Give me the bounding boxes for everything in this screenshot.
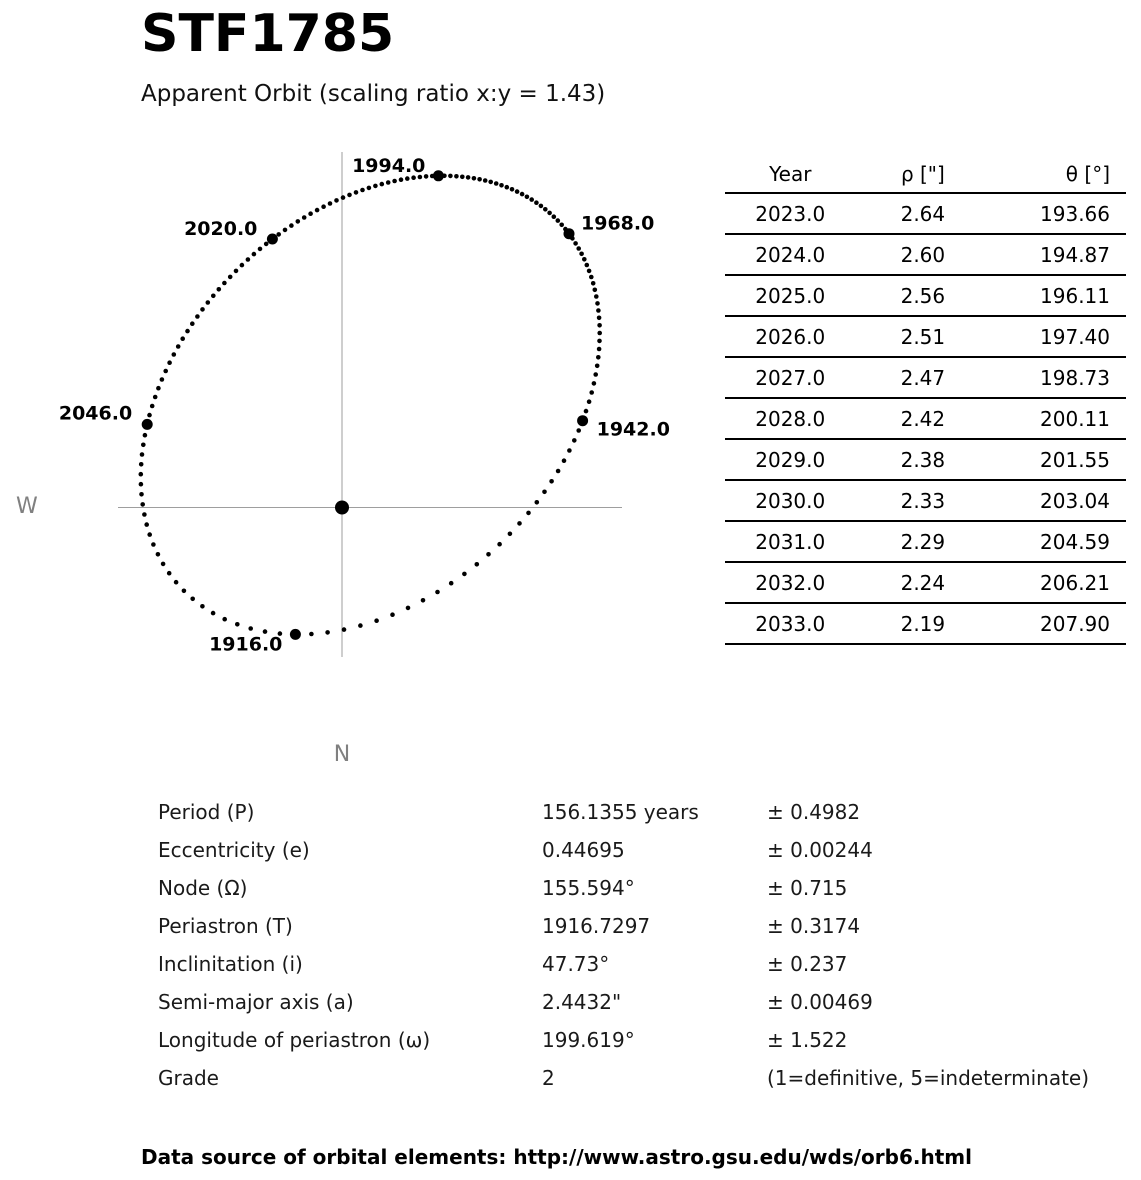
element-error: ± 1.522: [767, 1028, 848, 1052]
ephemeris-header-row: [725, 156, 1126, 193]
orbit-dot: [435, 590, 440, 595]
orbit-dot: [142, 512, 147, 517]
orbit-dot: [556, 218, 561, 223]
ephemeris-cell: 2.42: [856, 398, 991, 439]
element-error: (1=definitive, 5=indeterminate): [767, 1066, 1090, 1090]
orbit-dot: [163, 369, 168, 374]
orbit-dot: [172, 352, 177, 357]
orbit-dot: [380, 182, 385, 187]
ephemeris-cell: 2032.0: [725, 562, 856, 603]
ephemeris-row: [725, 234, 1126, 275]
orbit-dot: [354, 190, 359, 195]
orbit-dot: [153, 395, 158, 400]
orbital-element-row: [158, 831, 1137, 869]
orbit-dot: [139, 482, 144, 487]
element-label: Grade: [158, 1066, 219, 1090]
orbit-dot: [200, 307, 205, 312]
element-label: Node (Ω): [158, 876, 248, 900]
orbit-dot: [421, 598, 426, 603]
orbit-dot: [477, 177, 482, 182]
ephemeris-cell: 200.11: [990, 398, 1126, 439]
orbit-dot: [206, 300, 211, 305]
orbit-dot: [594, 294, 599, 299]
element-value: 155.594°: [542, 876, 635, 900]
orbit-dot: [593, 372, 598, 377]
orbit-dot: [328, 201, 333, 206]
orbit-dot: [488, 180, 493, 185]
orbit-dot: [334, 198, 339, 203]
orbit-dot: [147, 532, 152, 537]
orbit-dot: [526, 511, 531, 516]
orbit-dot: [535, 500, 540, 505]
orbit-dot: [475, 562, 480, 567]
element-error: ± 0.715: [767, 876, 848, 900]
orbit-dot: [587, 399, 592, 404]
element-error: ± 0.3174: [767, 914, 861, 938]
orbit-dot: [596, 355, 601, 360]
ephemeris-cell: 204.59: [990, 521, 1126, 562]
primary-star-marker: [335, 501, 349, 515]
orbit-dot: [497, 542, 502, 547]
orbit-dot: [510, 187, 515, 192]
orbit-dot: [585, 263, 590, 268]
orbit-dot: [302, 215, 307, 220]
orbital-element-row: [158, 793, 1137, 831]
epoch-label: 1968.0: [581, 212, 655, 235]
orbital-element-row: [158, 1021, 1137, 1059]
orbit-dot: [144, 522, 149, 527]
orbit-dot: [597, 347, 602, 352]
orbit-dot: [392, 179, 397, 184]
ephemeris-cell: 197.40: [990, 316, 1126, 357]
ephemeris-row: [725, 480, 1126, 521]
orbit-dot: [547, 211, 552, 216]
ephemeris-cell: 2030.0: [725, 480, 856, 521]
orbit-dot: [567, 448, 572, 453]
element-error: ± 0.00244: [767, 838, 873, 862]
orbit-dot: [597, 331, 602, 336]
orbit-dot: [517, 521, 522, 526]
orbit-dot: [597, 339, 602, 344]
ephemeris-cell: 2025.0: [725, 275, 856, 316]
orbit-dot: [390, 612, 395, 617]
orbit-dot: [235, 622, 240, 627]
orbit-dot: [587, 269, 592, 274]
orbit-dot: [597, 323, 602, 328]
orbit-dot: [539, 204, 544, 209]
orbital-element-row: [158, 869, 1137, 907]
orbit-dot: [211, 294, 216, 299]
orbit-dot: [597, 316, 602, 321]
element-value: 156.1355 years: [542, 800, 699, 824]
epoch-dot: [267, 234, 278, 245]
orbit-dot: [150, 404, 155, 409]
ephemeris-cell: 193.66: [990, 193, 1126, 234]
orbit-dot: [406, 606, 411, 611]
orbit-dot: [248, 626, 253, 631]
ephemeris-cell: 201.55: [990, 439, 1126, 480]
orbit-dot: [448, 174, 453, 179]
orbit-dot: [454, 174, 459, 179]
ephemeris-cell: 2.56: [856, 275, 991, 316]
element-value: 0.44695: [542, 838, 625, 862]
orbit-dot: [556, 469, 561, 474]
ephemeris-cell: 2024.0: [725, 234, 856, 275]
orbit-dot: [559, 223, 564, 228]
epoch-dot: [290, 629, 301, 640]
orbit-dot: [217, 287, 222, 292]
orbit-dot: [373, 184, 378, 189]
orbit-dot: [309, 632, 314, 637]
ephemeris-row: [725, 316, 1126, 357]
orbit-dot: [240, 263, 245, 268]
ephemeris-cell: 2026.0: [725, 316, 856, 357]
orbit-dot: [167, 571, 172, 576]
element-error: ± 0.4982: [767, 800, 861, 824]
orbit-dot: [180, 336, 185, 341]
epoch-label: 1942.0: [596, 418, 670, 441]
orbit-dot: [582, 257, 587, 262]
orbit-dot: [505, 185, 510, 190]
page-title: STF1785: [141, 4, 395, 64]
orbit-dot: [508, 532, 513, 537]
ephemeris-cell: 2.19: [856, 603, 991, 644]
orbit-dot: [572, 438, 577, 443]
orbit-dot: [596, 308, 601, 313]
orbit-dot: [591, 281, 596, 286]
ephemeris-cell: 198.73: [990, 357, 1126, 398]
ephemeris-row: [725, 398, 1126, 439]
orbit-dot: [160, 377, 165, 382]
orbit-dot: [579, 252, 584, 257]
ephemeris-cell: 203.04: [990, 480, 1126, 521]
orbit-dot: [289, 223, 294, 228]
orbit-dot: [483, 178, 488, 183]
orbit-dot: [592, 381, 597, 386]
ephemeris-row: [725, 521, 1126, 562]
orbit-dot: [543, 207, 548, 212]
orbit-dot: [195, 314, 200, 319]
orbital-element-row: [158, 983, 1137, 1021]
epoch-dot: [433, 170, 444, 181]
orbit-dot: [190, 597, 195, 602]
orbit-dot: [520, 192, 525, 197]
orbit-dot: [264, 242, 269, 247]
ephemeris-cell: 2028.0: [725, 398, 856, 439]
orbit-dot: [342, 627, 347, 632]
orbit-dot: [589, 390, 594, 395]
orbit-dot: [367, 186, 372, 191]
orbit-dot: [308, 211, 313, 216]
ephemeris-table: [725, 156, 1126, 645]
orbit-dot: [405, 176, 410, 181]
epoch-label: 1916.0: [209, 633, 283, 656]
orbit-dot: [246, 257, 251, 262]
orbit-dot: [595, 364, 600, 369]
element-error: ± 0.237: [767, 952, 848, 976]
orbit-dot: [462, 572, 467, 577]
orbit-dot: [529, 197, 534, 202]
ephemeris-row: [725, 357, 1126, 398]
orbit-dot: [143, 433, 148, 438]
orbit-dot: [174, 580, 179, 585]
epoch-dot: [564, 228, 575, 239]
ephemeris-row: [725, 275, 1126, 316]
orbit-dot: [141, 443, 146, 448]
orbit-dot: [147, 413, 152, 418]
orbit-dot: [139, 462, 144, 467]
orbit-dot: [534, 200, 539, 205]
orbit-dot: [576, 246, 581, 251]
orbital-element-row: [158, 907, 1137, 945]
orbit-dot: [185, 329, 190, 334]
ephemeris-cell: 2.33: [856, 480, 991, 521]
orbit-dot: [283, 228, 288, 233]
ephemeris-column-header: ρ ["]: [856, 156, 991, 193]
orbit-dot: [140, 452, 145, 457]
element-label: Periastron (T): [158, 914, 293, 938]
ephemeris-column-header: Year: [725, 156, 856, 193]
ephemeris-row: [725, 439, 1126, 480]
orbit-dot: [140, 502, 145, 507]
ephemeris-cell: 2.38: [856, 439, 991, 480]
ephemeris-cell: 2.47: [856, 357, 991, 398]
element-value: 2.4432": [542, 990, 622, 1014]
orbit-dot: [595, 301, 600, 306]
orbit-dot: [399, 177, 404, 182]
ephemeris-cell: 194.87: [990, 234, 1126, 275]
orbit-dot: [358, 623, 363, 628]
orbit-dot: [347, 193, 352, 198]
element-value: 2: [542, 1066, 555, 1090]
ephemeris-cell: 2027.0: [725, 357, 856, 398]
epoch-label: 2020.0: [184, 218, 258, 240]
orbital-element-row: [158, 945, 1137, 983]
element-value: 199.619°: [542, 1028, 635, 1052]
ephemeris-cell: 2.64: [856, 193, 991, 234]
orbit-dot: [573, 241, 578, 246]
orbit-dot: [276, 232, 281, 237]
orbit-dot: [593, 288, 598, 293]
orbit-dot: [258, 247, 263, 252]
orbit-dot: [222, 617, 227, 622]
west-direction-label: W: [16, 494, 38, 519]
apparent-orbit-plot: [0, 140, 680, 780]
data-source-note: Data source of orbital elements: http://www.astro.gsu.edu/wds/orb6.html: [141, 1145, 972, 1169]
epoch-dot: [142, 419, 153, 430]
ephemeris-cell: 2.51: [856, 316, 991, 357]
orbit-dot: [515, 189, 520, 194]
element-label: Inclinitation (i): [158, 952, 303, 976]
ephemeris-cell: 2029.0: [725, 439, 856, 480]
orbit-dot: [200, 604, 205, 609]
ephemeris-cell: 2023.0: [725, 193, 856, 234]
orbit-dot: [562, 458, 567, 463]
orbit-dot: [589, 275, 594, 280]
ephemeris-table-body: [725, 193, 1126, 644]
ephemeris-row: [725, 193, 1126, 234]
epoch-label: 2046.0: [58, 402, 133, 425]
element-value: 1916.7297: [542, 914, 651, 938]
orbit-dot: [222, 281, 227, 286]
orbit-dot: [176, 344, 181, 349]
ephemeris-column-header: θ [°]: [990, 156, 1126, 193]
ephemeris-row: [725, 603, 1126, 644]
epoch-label: 1994.0: [352, 154, 426, 177]
orbit-dot: [576, 428, 581, 433]
orbit-dot: [486, 552, 491, 557]
orbit-dot: [228, 275, 233, 280]
orbit-dot: [139, 492, 144, 497]
orbit-dot: [321, 204, 326, 209]
orbit-dot: [460, 175, 465, 180]
ephemeris-cell: 2033.0: [725, 603, 856, 644]
orbit-dot: [139, 472, 144, 477]
orbit-dot: [449, 581, 454, 586]
north-direction-label: N: [333, 742, 351, 767]
ephemeris-cell: 2.29: [856, 521, 991, 562]
orbit-dot: [252, 252, 257, 257]
orbit-dot: [584, 409, 589, 414]
orbital-elements-list: [158, 793, 1137, 1097]
epoch-dot: [577, 415, 588, 426]
orbit-dot: [360, 188, 365, 193]
orbit-dot: [549, 479, 554, 484]
orbit-dot: [167, 360, 172, 365]
orbit-dot: [466, 175, 471, 180]
orbit-dot: [386, 180, 391, 185]
ephemeris-cell: 2.60: [856, 234, 991, 275]
element-label: Semi-major axis (a): [158, 990, 354, 1014]
orbit-dot: [182, 589, 187, 594]
orbit-dot: [151, 542, 156, 547]
element-error: ± 0.00469: [767, 990, 873, 1014]
orbit-dot: [525, 195, 530, 200]
orbit-dot: [325, 630, 330, 635]
orbit-dot: [211, 611, 216, 616]
orbital-element-row: [158, 1059, 1137, 1097]
orbit-dot: [161, 562, 166, 567]
ephemeris-row: [725, 562, 1126, 603]
element-label: Period (P): [158, 800, 255, 824]
orbit-dot: [234, 269, 239, 274]
plot-subtitle: Apparent Orbit (scaling ratio x:y = 1.43): [141, 81, 606, 107]
orbit-dot: [315, 208, 320, 213]
ephemeris-cell: 207.90: [990, 603, 1126, 644]
orbit-dot: [156, 386, 161, 391]
orbit-dot: [374, 618, 379, 623]
ephemeris-table-header: [725, 156, 1126, 193]
orbit-dot: [542, 490, 547, 495]
orbit-dot: [494, 181, 499, 186]
ephemeris-cell: 206.21: [990, 562, 1126, 603]
orbit-dot: [296, 219, 301, 224]
orbit-dot: [499, 183, 504, 188]
orbit-dot: [552, 214, 557, 219]
orbit-dot: [472, 176, 477, 181]
element-label: Longitude of periastron (ω): [158, 1028, 431, 1052]
ephemeris-cell: 2.24: [856, 562, 991, 603]
element-value: 47.73°: [542, 952, 610, 976]
orbit-dot: [156, 552, 161, 557]
orbit-dot: [341, 195, 346, 200]
orbit-dot: [190, 321, 195, 326]
element-label: Eccentricity (e): [158, 838, 310, 862]
ephemeris-cell: 2031.0: [725, 521, 856, 562]
ephemeris-cell: 196.11: [990, 275, 1126, 316]
